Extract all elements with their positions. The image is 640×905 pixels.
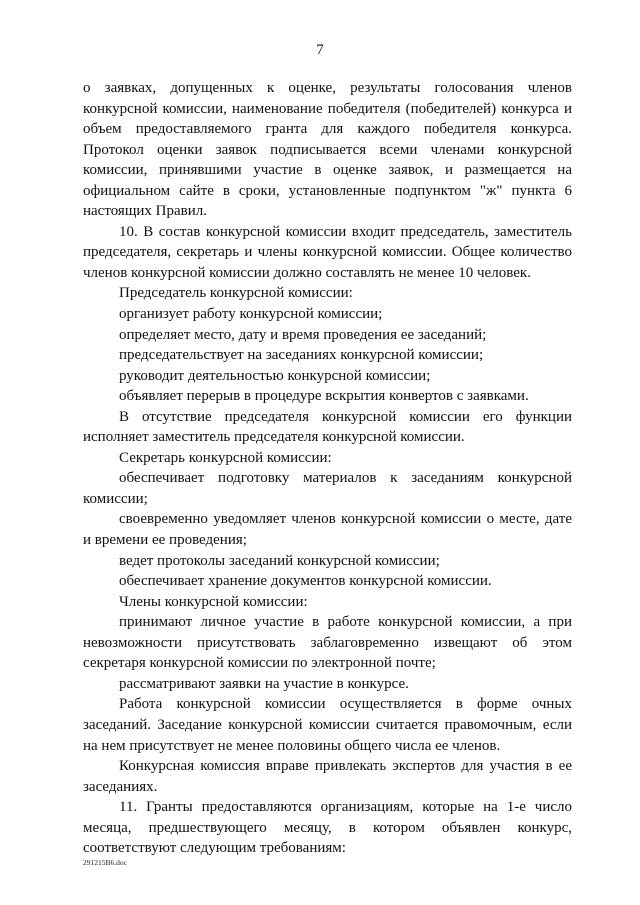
paragraph: о заявках, допущенных к оценке, результаты голосования членов конкурсной комиссии, наименование победителя (победителей) конкурса и объем предоставляемого гранта для каждого победителя конкурса. Протокол оценки заявок подписывается всеми членами конкурсной комиссии, принявшими участие в оценке заявок, и размещается на официальном сайте в сроки, установленные подпунктом "ж" пункта 6 настоящих Правил. <box>83 80 572 220</box>
paragraph: своевременно уведомляет членов конкурсной комиссии о месте, дате и времени ее проведения; <box>83 511 572 549</box>
paragraph: рассматривают заявки на участие в конкурсе. <box>119 675 409 692</box>
paragraph: организует работу конкурсной комиссии; <box>119 306 383 323</box>
paragraph: 10. В состав конкурсной комиссии входит председатель, заместитель председателя, секретарь и члены конкурсной комиссии. Общее количество членов конкурсной комиссии должно составлять не менее 10 человек. <box>83 223 572 281</box>
paragraph: Секретарь конкурсной комиссии: <box>119 449 332 466</box>
paragraph: В отсутствие председателя конкурсной комиссии его функции исполняет заместитель председателя конкурсной комиссии. <box>83 408 572 446</box>
paragraph: руководит деятельностью конкурсной комиссии; <box>119 367 431 384</box>
paragraph: Члены конкурсной комиссии: <box>119 593 308 610</box>
paragraph: обеспечивает подготовку материалов к заседаниям конкурсной комиссии; <box>83 470 572 507</box>
footer-file-code: 291215B6.doc <box>83 858 127 867</box>
paragraph: принимают личное участие в работе конкурсной комиссии, а при невозможности присутствовать заблаговременно извещают об этом секретаря конкурсной комиссии по электронной почте; <box>83 614 572 672</box>
paragraph: обеспечивает хранение документов конкурсной комиссии. <box>119 573 492 590</box>
paragraph: объявляет перерыв в процедуре вскрытия конвертов с заявками. <box>119 388 529 405</box>
paragraph: Работа конкурсной комиссии осуществляется в форме очных заседаний. Заседание конкурсной комиссии считается правомочным, если на нем присутствует не менее половины общего числа ее членов. <box>83 696 572 754</box>
paragraph: определяет место, дату и время проведения ее заседаний; <box>119 326 487 343</box>
paragraph: ведет протоколы заседаний конкурсной комиссии; <box>119 552 440 569</box>
page-number: 7 <box>316 42 324 58</box>
document-body <box>83 78 572 859</box>
paragraph: Председатель конкурсной комиссии: <box>119 285 353 302</box>
paragraph: 11. Гранты предоставляются организациям, которые на 1-е число месяца, предшествующего месяцу, в котором объявлен конкурс, соответствуют следующим требованиям: <box>83 799 572 857</box>
paragraph: Конкурсная комиссия вправе привлекать экспертов для участия в ее заседаниях. <box>83 758 572 795</box>
paragraph: председательствует на заседаниях конкурсной комиссии; <box>119 347 484 364</box>
